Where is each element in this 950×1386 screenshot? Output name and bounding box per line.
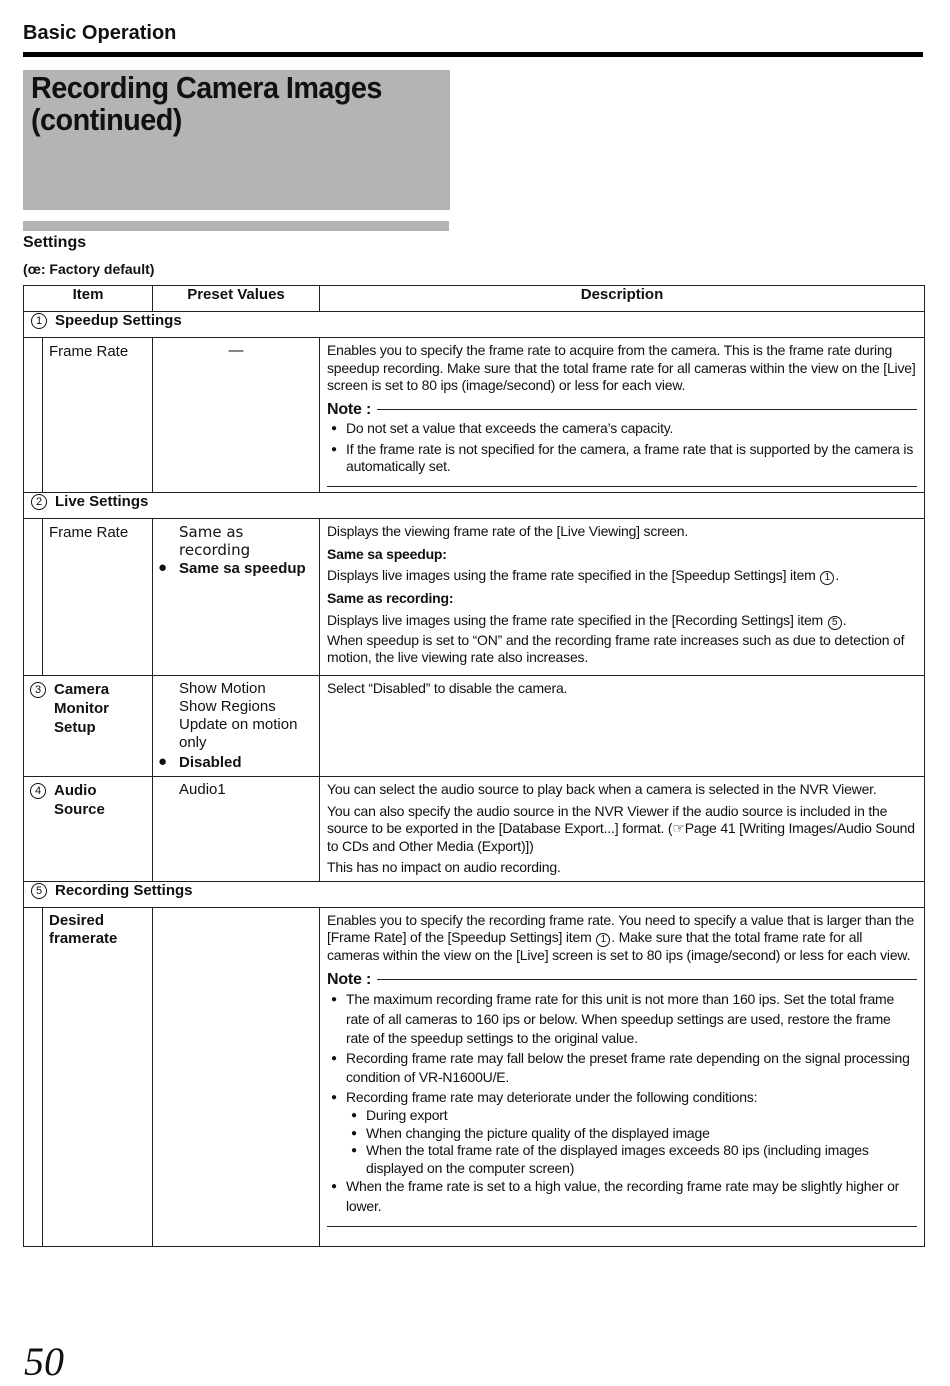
item-name: 3 Camera Monitor Setup bbox=[24, 676, 153, 777]
description-text: Select “Disabled” to disable the camera. bbox=[320, 676, 925, 777]
table-row bbox=[24, 907, 925, 1246]
description-text: You can select the audio source to play back when a camera is selected in the NVR Viewer. bbox=[327, 781, 877, 797]
table-row bbox=[24, 338, 925, 493]
settings-table bbox=[23, 285, 925, 1247]
description-text: You can also specify the audio source in the NVR Viewer if the audio source is included in the source to be exported in the [Database Export...] format. (☞Page 41 [Writing Images/Audio Sound to CDs and Other Media (Export)]) bbox=[327, 802, 915, 854]
header-rule bbox=[23, 52, 923, 57]
circled-number-3: 3 bbox=[30, 682, 46, 698]
preset-value: Audio1 bbox=[153, 777, 320, 882]
note-subitem: ● During export bbox=[347, 1107, 917, 1125]
category-title: Recording Settings bbox=[55, 881, 193, 899]
description-text: Enables you to specify the recording frame rate. You need to specify a value that is larger than the [Frame Rate] of the [Speedup Settings] item 1 . Make sure that the total frame rate for all cameras within the view on the [Live] screen is set to 80 ips (image/second) or less for each view. bbox=[327, 911, 915, 963]
title-box bbox=[23, 70, 450, 210]
item-name: Frame Rate bbox=[43, 338, 153, 493]
description-cell bbox=[320, 519, 925, 676]
header-preset: Preset Values bbox=[153, 286, 320, 312]
page-title-line1: Recording Camera Images bbox=[31, 70, 382, 105]
category-row-speedup bbox=[24, 312, 925, 338]
section-header: Basic Operation bbox=[23, 22, 177, 44]
note-item: ● When the frame rate is set to a high value, the recording frame rate may be slightly higher or lower. bbox=[327, 1177, 917, 1216]
description-text: Enables you to specify the frame rate to acquire from the camera. This is the frame rate during speedup recording. Make sure that the total frame rate for all cameras within the view on the [Live] screen is set to 80 ips (image/second) or less for each view. bbox=[327, 342, 916, 393]
grey-divider bbox=[23, 221, 449, 231]
page-number: 50 bbox=[24, 1339, 64, 1384]
description-text: Displays the viewing frame rate of the [Live Viewing] screen. bbox=[327, 523, 689, 539]
description-cell bbox=[320, 338, 925, 493]
preset-option: Show Regions bbox=[179, 698, 276, 715]
header-description: Description bbox=[320, 286, 925, 312]
factory-default-legend: (œ: Factory default) bbox=[23, 261, 155, 277]
preset-option: Same as recording bbox=[179, 523, 251, 559]
description-text: When speedup is set to “ON” and the recording frame rate increases such as due to detection of motion, the live viewing rate also increases. bbox=[327, 631, 905, 665]
circled-number-1: 1 bbox=[31, 313, 47, 329]
header-item: Item bbox=[24, 286, 153, 312]
note-item: ● Do not set a value that exceeds the camera’s capacity. bbox=[327, 420, 917, 438]
preset-option-default: ● Disabled bbox=[179, 754, 313, 772]
page-title-line2: (continued) bbox=[31, 102, 182, 137]
note-end-rule bbox=[327, 1226, 917, 1227]
description-text: Displays live images using the frame rate specified in the [Recording Settings] item 5 . bbox=[327, 611, 847, 628]
note-heading: Note : bbox=[327, 971, 917, 989]
category-row-live bbox=[24, 493, 925, 519]
preset-option-default: ● Same sa speedup bbox=[179, 560, 313, 578]
note-item: ● Recording frame rate may deteriorate under the following conditions: bbox=[327, 1088, 917, 1108]
description-subheading: Same as recording: bbox=[327, 590, 454, 606]
note-end-rule bbox=[327, 486, 917, 487]
note-item: ● Recording frame rate may fall below the preset frame rate depending on the signal processing condition of VR-N1600U/E. bbox=[327, 1049, 917, 1088]
table-row bbox=[24, 777, 925, 882]
item-name: Desired framerate bbox=[43, 907, 153, 1246]
circled-number-2: 2 bbox=[31, 494, 47, 510]
category-title: Live Settings bbox=[55, 493, 149, 510]
description-cell bbox=[320, 907, 925, 1246]
preset-values bbox=[153, 676, 320, 777]
preset-option: Show Motion bbox=[179, 680, 266, 697]
note-subitem: ● When changing the picture quality of the displayed image bbox=[347, 1125, 917, 1143]
settings-heading: Settings bbox=[23, 234, 87, 251]
table-row bbox=[24, 519, 925, 676]
item-name: 4 Audio Source bbox=[24, 777, 153, 882]
item-name: Frame Rate bbox=[43, 519, 153, 676]
circled-number-5: 5 bbox=[31, 883, 47, 899]
circled-number-5: 5 bbox=[828, 616, 842, 630]
description-text: This has no impact on audio recording. bbox=[327, 859, 561, 875]
note-subitem: ● When the total frame rate of the displayed images exceeds 80 ips (including images displayed on the computer screen) bbox=[347, 1142, 917, 1177]
note-item: ● The maximum recording frame rate for this unit is not more than 160 ips. Set the total frame rate of all cameras to 160 ips or below. When speedup settings are used, restore the frame rate of the speedup settings to the original value. bbox=[327, 990, 917, 1049]
circled-number-1: 1 bbox=[596, 933, 610, 947]
preset-value: — bbox=[153, 338, 320, 493]
note-heading: Note : bbox=[327, 401, 917, 419]
category-row-recording bbox=[24, 881, 925, 907]
table-header-row bbox=[24, 286, 925, 312]
preset-option: Update on motion only bbox=[179, 716, 298, 751]
note-item: ● If the frame rate is not specified for the camera, a frame rate that is supported by the camera is automatically set. bbox=[327, 441, 917, 476]
circled-number-4: 4 bbox=[30, 783, 46, 799]
description-subheading: Same sa speedup: bbox=[327, 545, 447, 562]
page-title bbox=[31, 72, 382, 136]
table-row bbox=[24, 676, 925, 777]
preset-value-empty bbox=[153, 907, 320, 1246]
description-text: Displays live images using the frame rate specified in the [Speedup Settings] item 1 . bbox=[327, 567, 840, 583]
preset-values bbox=[153, 519, 320, 676]
description-cell bbox=[320, 777, 925, 882]
circled-number-1: 1 bbox=[820, 571, 834, 585]
category-title: Speedup Settings bbox=[55, 312, 182, 329]
